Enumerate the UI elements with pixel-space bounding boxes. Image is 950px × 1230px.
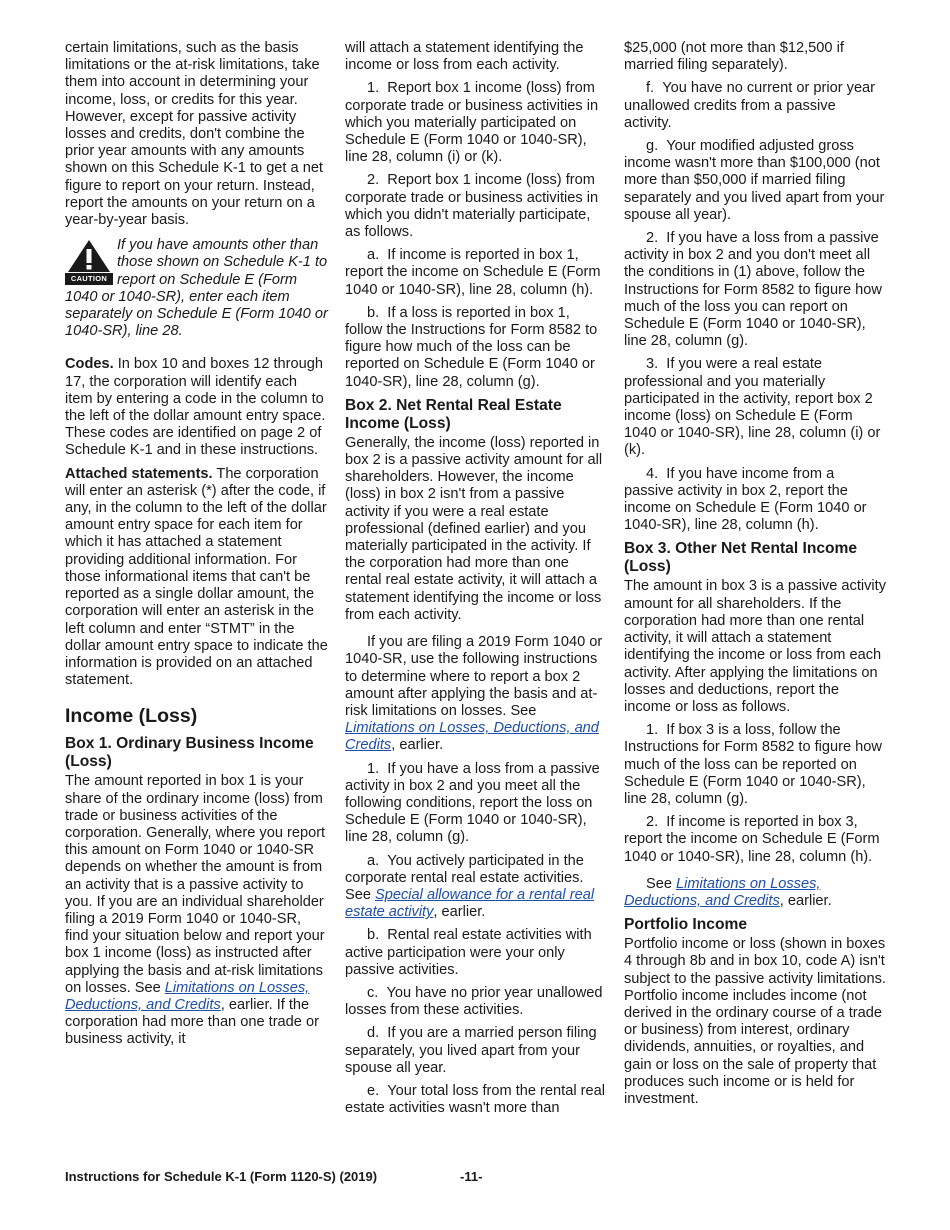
footer-title: Instructions for Schedule K-1 (Form 1120-S) (2019)	[65, 1169, 378, 1184]
condition-g: g. Your modified adjusted gross income wasn't more than $100,000 (not more than $50,000 if married filing separately and you lived apart from your spouse all year).	[624, 138, 885, 223]
condition-f: f. You have no current or prior year unallowed credits from a passive activity.	[624, 80, 876, 131]
caution-icon	[65, 239, 113, 285]
limitations-link[interactable]: Limitations on Losses, Deductions, and Credits	[65, 979, 310, 1013]
condition-e: e. Your total loss from the rental real estate activities wasn't more than	[345, 1082, 605, 1117]
condition-e-continued: $25,000 (not more than $12,500 if married filing separately).	[624, 40, 844, 74]
condition-2: 2. If you have a loss from a passive activity in box 2 and you don't meet all the conditions in (1) above, follow the Instructions for Form 8582 to figure how much of the loss you can report on Schedule E (Form 1040 or 1040-SR), line 28, column (g).	[624, 230, 882, 350]
condition-3: 3. If you were a real estate professional and you materially participated in the activity, report box 2 income (loss) on Schedule E (Form 1040 or 1040-SR), line 28, column (i) or (k).	[624, 356, 881, 459]
condition-b: b. Rental real estate activities with active participation were your only passive activities.	[345, 927, 592, 978]
box-3-item-2: 2. If income is reported in box 3, report the income on Schedule E (Form 1040 or 1040-SR), line 28, column (h).	[624, 814, 880, 865]
caution-label: CAUTION	[65, 273, 113, 285]
condition-d: d. If you are a married person filing separately, you lived apart from your spouse all year.	[345, 1025, 597, 1076]
heading-box-2: Box 2. Net Rental Real Estate Income (Loss)	[345, 396, 562, 432]
limitations-link[interactable]: Limitations on Losses, Deductions, and Credits	[345, 720, 599, 754]
attached-statements-heading: Attached statements.	[65, 465, 213, 482]
heading-box-3: Box 3. Other Net Rental Income (Loss)	[624, 540, 858, 576]
paragraph-filing-2019: If you are filing a 2019 Form 1040 or 1040-SR, use the following instructions to determine where to report a box 2 amount after applying the basis and at-risk limitations on losses. See Limitations on Losses, Deductions, and Credits, earlier.	[345, 634, 603, 754]
codes-heading: Codes.	[65, 356, 114, 373]
item-1-materially-participated: 1. Report box 1 income (loss) from corporate trade or business activities in which you materially participated on Schedule E (Form 1040 or 1040-SR), line 28, column (i) or (k).	[345, 80, 599, 166]
item-b-loss: b. If a loss is reported in box 1, follow the Instructions for Form 8582 to figure how much of the loss can be reported on Schedule E (Form 1040 or 1040-SR), line 28, column (g).	[345, 304, 598, 390]
column-3	[624, 40, 887, 1114]
item-2-didnt-participate: 2. Report box 1 income (loss) from corporate trade or business activities in which you didn't materially participate, as follows.	[345, 172, 599, 241]
column-2	[345, 40, 608, 1123]
special-allowance-link[interactable]: Special allowance for a rental real estate activity	[345, 886, 595, 921]
condition-c: c. You have no prior year unallowed losses from these activities.	[345, 984, 603, 1019]
column-1	[65, 40, 328, 1055]
box-3-item-1: 1. If box 3 is a loss, follow the Instructions for Form 8582 to figure how much of the loss can be reported on Schedule E (Form 1040 or 1040-SR), line 28, column (g).	[624, 722, 882, 807]
paragraph-box-1: The amount reported in box 1 is your share of the ordinary income (loss) from trade or business activities of the corporation. Generally, where you report this amount on Form 1040 or 1040-SR depends on whether the amount is from an activity that is a passive activity to you. If you are an individual shareholder filing a 2019 Form 1040 or 1040-SR, find your situation below and report your box 1 income (loss) as instructed after applying the basis and at-risk limitations on losses. See Limitations on Losses, Deductions, and Credits, earlier. If the corporation had more than one trade or business activity, it	[65, 773, 326, 1048]
condition-1: 1. If you have a loss from a passive activity in box 2 and you meet all the following conditions, report the loss on Schedule E (Form 1040 or 1040-SR), line 28, column (g).	[345, 760, 600, 846]
heading-box-1: Box 1. Ordinary Business Income (Loss)	[65, 735, 314, 771]
paragraph-statement: will attach a statement identifying the income or loss from each activity.	[345, 40, 584, 74]
heading-portfolio-income: Portfolio Income	[624, 916, 748, 934]
paragraph-portfolio-income: Portfolio income or loss (shown in boxes 4 through 8b and in box 10, code A) isn't subject to the passive activity limitations. Portfolio income includes income (not derived in the ordinary course of a trade or business) from interest, ordinary dividends, annuities, or royalties, and gain or loss on the sale of property that produces such income or is held for investment.	[624, 936, 886, 1107]
paragraph-codes: Codes. In box 10 and boxes 12 through 17, the corporation will identify each item by entering a code in the column to the left of the dollar amount entry space. These codes are identified on page 2 of Schedule K-1 and in these instructions.	[65, 356, 326, 459]
paragraph-box-2: Generally, the income (loss) reported in box 2 is a passive activity amount for all shareholders. However, the income (loss) in box 2 isn't from a passive activity if you were a real estate professional (defined earlier) and you materially participated in the activity. If the corporation had more than one rental real estate activity, it will attach a statement identifying the income or loss from each activity.	[345, 434, 603, 623]
paragraph-attached-statements: Attached statements. The corporation will enter an asterisk (*) after the code, if any, in the column to the left of the dollar amount entry space for each item for which it has attached a statement providing additional information. For those informational items that can't be reported as a single dollar amount, the corporation will enter an asterisk in the left column and enter “STMT” in the dollar amount entry space to indicate the information is provided on an attached statement.	[65, 465, 328, 689]
page-number: -11-	[460, 1169, 483, 1184]
condition-a: a. You actively participated in the corporate rental real estate activities. See Special allowance for a rental real estate activity, earlier.	[345, 852, 595, 921]
paragraph-prior-year: certain limitations, such as the basis limitations or the at-risk limitations, take them into account in determining your income, loss, or credits for this year. However, except for passive activity losses and credits, don't combine the prior year amounts with any amounts shown on this Schedule K-1 to get a net figure to report on your return. Instead, report the amounts on your return on a year-by-year basis.	[65, 40, 323, 229]
item-a-income: a. If income is reported in box 1, report the income on Schedule E (Form 1040 or 1040-SR), line 28, column (h).	[345, 247, 601, 298]
limitations-link[interactable]: Limitations on Losses, Deductions, and Credits	[624, 875, 821, 909]
caution-note	[65, 237, 328, 340]
paragraph-see-limitations: See Limitations on Losses, Deductions, and Credits, earlier.	[624, 875, 832, 909]
condition-4: 4. If you have income from a passive activity in box 2, report the income on Schedule E (Form 1040 or 1040-SR), line 28, column (h).	[624, 465, 867, 534]
paragraph-box-3: The amount in box 3 is a passive activity amount for all shareholders. If the corporation had more than one rental activity, it will attach a statement identifying the income or loss from each activity. After applying the limitations on losses and deductions, report the income or loss as follows.	[624, 578, 887, 715]
caution-text: If you have amounts other than those shown on Schedule K-1 to report on Schedule E (Form 1040 or 1040-SR), enter each item separately on Schedule E (Form 1040 or 1040-SR), line 28.	[65, 237, 328, 340]
heading-income-loss: Income (Loss)	[65, 705, 198, 728]
